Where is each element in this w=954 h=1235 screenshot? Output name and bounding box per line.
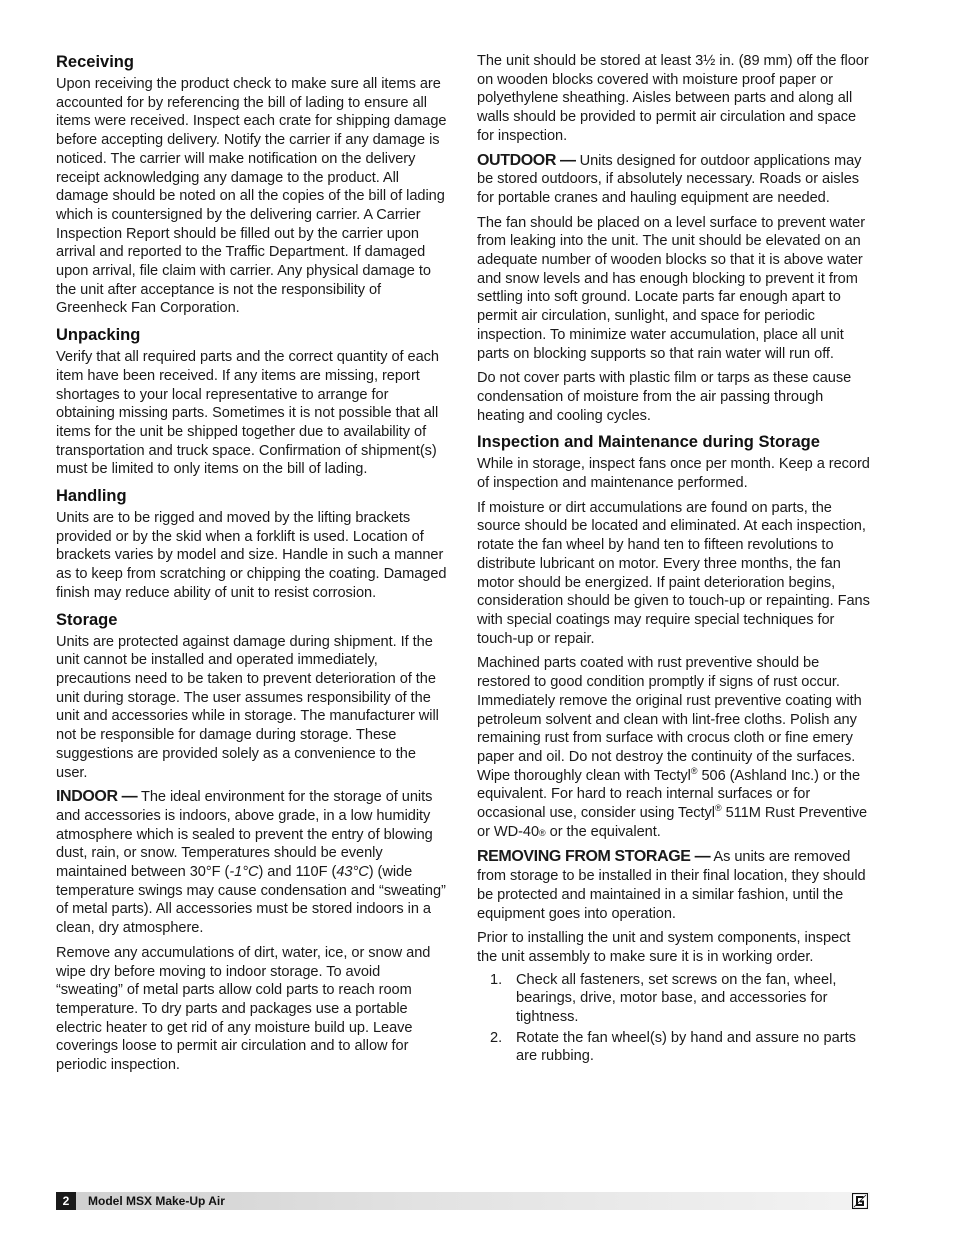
outdoor-lead: OUTDOOR —	[477, 151, 576, 169]
removing-text: As units are removed from storage to be installed in their final location, they should be protected and maintained in a similar fashion, until the equipment goes into operation.	[477, 849, 866, 922]
storage-blocks-paragraph: The unit should be stored at least 3½ in. (89 mm) off the floor on wooden blocks covered with moisture proof paper or polyethylene sheathing. Aisles between parts and along all walls should be provided to permit air circulation and space for inspection.	[477, 53, 869, 144]
outdoor-paragraph	[477, 152, 872, 208]
outdoor-paragraph-3: Do not cover parts with plastic film or tarps as these cause condensation of moisture from the air passing through heating and cooling cycles.	[477, 370, 852, 424]
storage-section	[56, 610, 448, 1075]
list-item	[477, 1029, 872, 1066]
indoor-paragraph	[56, 788, 448, 938]
left-column	[56, 52, 448, 1081]
removing-lead: REMOVING FROM STORAGE —	[477, 848, 711, 866]
unpacking-body: Verify that all required parts and the correct quantity of each item have been received. If any items are missing, report shortages to your local representative to arrange for obtaining missing parts. Sometimes it is not possible that all items for the unit be shipped together due to availability of transportation and truck space. Confirmation of shipment(s) must be limited to only items on the bill of lading.	[56, 349, 439, 478]
inspection-paragraph-1: While in storage, inspect fans once per month. Keep a record of inspection and maintenance performed.	[477, 456, 870, 492]
right-column	[477, 52, 872, 1068]
indoor-lead: INDOOR —	[56, 788, 138, 806]
list-item-text: Check all fasteners, set screws on the fan, wheel, bearings, drive, motor base, and accessories for tightness.	[516, 971, 837, 1026]
removing-paragraph-2: Prior to installing the unit and system components, inspect the unit assembly to make sure it is in working order.	[477, 930, 851, 965]
registered-mark: ®	[690, 765, 698, 776]
storage-body: Units are protected against damage during shipment. If the unit cannot be installed and operated immediately, precautions need to be taken to prevent deterioration of the unit during storage. The user assumes responsibility of the unit and accessories while in storage. The manufacturer will not be responsible for damage during storage. These suggestions are provided solely as a convenience to the user.	[56, 633, 439, 781]
unpacking-section	[56, 325, 448, 479]
inspection-p3-a: Machined parts coated with rust preventive should be restored to good condition promptly if signs of rust occur. Immediately remove the original rust preventive coating with petroleum solvent and clean with lint-free cloths. Polish any remaining rust from surface with crocus cloth or fine emery paper and oil. Do not destroy the continuity of the surfaces. Wipe thoroughly clean with Tectyl	[477, 655, 862, 784]
receiving-section	[56, 52, 448, 318]
indoor-text-c: ) (wide temperature swings may cause condensation and “sweating” of metal parts). All accessories must be stored indoors in a clean, dry atmosphere.	[56, 864, 446, 937]
list-item-text: Rotate the fan wheel(s) by hand and assure no parts are rubbing.	[516, 1029, 856, 1065]
list-item-number: 1.	[490, 971, 503, 988]
list-item	[477, 971, 872, 1027]
registered-mark: ®	[539, 827, 546, 838]
inspection-paragraph-3	[477, 654, 872, 842]
indoor-paragraph-2: Remove any accumulations of dirt, water, ice, or snow and wipe dry before moving to indoor storage. To avoid “sweating” of metal parts allow cold parts to reach room temperature. To dry parts and packages use a portable electric heater to get rid of any moisture build up. Leave coverings loose to permit air circulation and to allow for periodic inspection.	[56, 944, 431, 1074]
registered-mark: ®	[715, 803, 722, 814]
removal-steps-list	[477, 971, 872, 1067]
page-footer	[56, 1192, 870, 1210]
unpacking-heading: Unpacking	[56, 326, 141, 345]
inspection-p3-b: 506 (Ashland Inc.) or the equivalent. For hard to reach internal surfaces or for occasional use, consider using Tectyl	[477, 767, 861, 822]
model-title: Model MSX Make-Up Air	[88, 1194, 225, 1208]
handling-body: Units are to be rigged and moved by the lifting brackets provided or by the skid when a forklift is used. Location of brackets varies by model and size. Handle in such a manner as to keep from scratching or chipping the coating. Damaged finish may reduce ability of unit to resist corrosion.	[56, 510, 447, 601]
handling-section	[56, 486, 448, 603]
indoor-temp-c1: -1°C	[229, 864, 259, 881]
receiving-body: Upon receiving the product check to make sure all items are accounted for by referencing the bill of lading to ensure all items were received. Inspect each crate for shipping damage before accepting delivery. Notify the carrier if any damage is noticed. The carrier will make notification on the delivery receipt acknowledging any damage to the product. All damage should be noted on all the copies of the bill of lading which is countersigned by the delivering carrier. A Carrier Inspection Report should be filled out by the carrier upon arrival and reported to the Traffic Department. If damaged upon arrival, file claim with carrier. Any physical damage to the unit after acceptance is not the responsibility of Greenheck Fan Corporation.	[56, 76, 447, 317]
receiving-heading: Receiving	[56, 53, 134, 71]
outdoor-text: Units designed for outdoor applications may be stored outdoors, if absolutely necessary. Roads or aisles for portable cranes and hauling equipment are needed.	[477, 152, 862, 206]
list-item-number: 2.	[490, 1029, 503, 1046]
removing-paragraph	[477, 848, 872, 923]
page-number: 2	[56, 1192, 76, 1210]
indoor-text-a: The ideal environment for the storage of units and accessories is indoors, above grade, in a low humidity atmosphere which is sealed to prevent the entry of blowing dust, rain, or snow. Temperatures should be evenly maintained between 30°F (	[56, 789, 433, 881]
inspection-p3-d: or the equivalent.	[545, 823, 661, 840]
handling-heading: Handling	[56, 487, 127, 506]
inspection-p3-c: 511M Rust Preventive or WD-40	[477, 805, 868, 840]
inspection-heading: Inspection and Maintenance during Storage	[477, 433, 820, 452]
greenheck-g-logo-icon	[852, 1193, 868, 1209]
inspection-paragraph-2: If moisture or dirt accumulations are found on parts, the source should be located and eliminated. At each inspection, rotate the fan wheel by hand ten to fifteen revolutions to distribute lubricant on motor. Every three months, the fan motor should be energized. If paint deterioration begins, consideration should be given to touch-up or repainting. Fans with special coatings may require special techniques for touch-up or repair.	[477, 499, 870, 647]
indoor-text-b: ) and 110F (	[258, 864, 337, 881]
indoor-temp-c2: 43°C	[336, 864, 369, 881]
storage-heading: Storage	[56, 610, 118, 629]
outdoor-paragraph-2: The fan should be placed on a level surface to prevent water from leaking into the unit. The unit should be elevated on an adequate number of wooden blocks so that it is above water and snow levels and has enough blocking to prevent it from settling into soft ground. Locate parts far enough apart to permit air circulation, sunlight, and space for periodic inspection. To minimize water accumulation, place all unit parts on blocking supports so that rain water will run off.	[477, 214, 866, 362]
